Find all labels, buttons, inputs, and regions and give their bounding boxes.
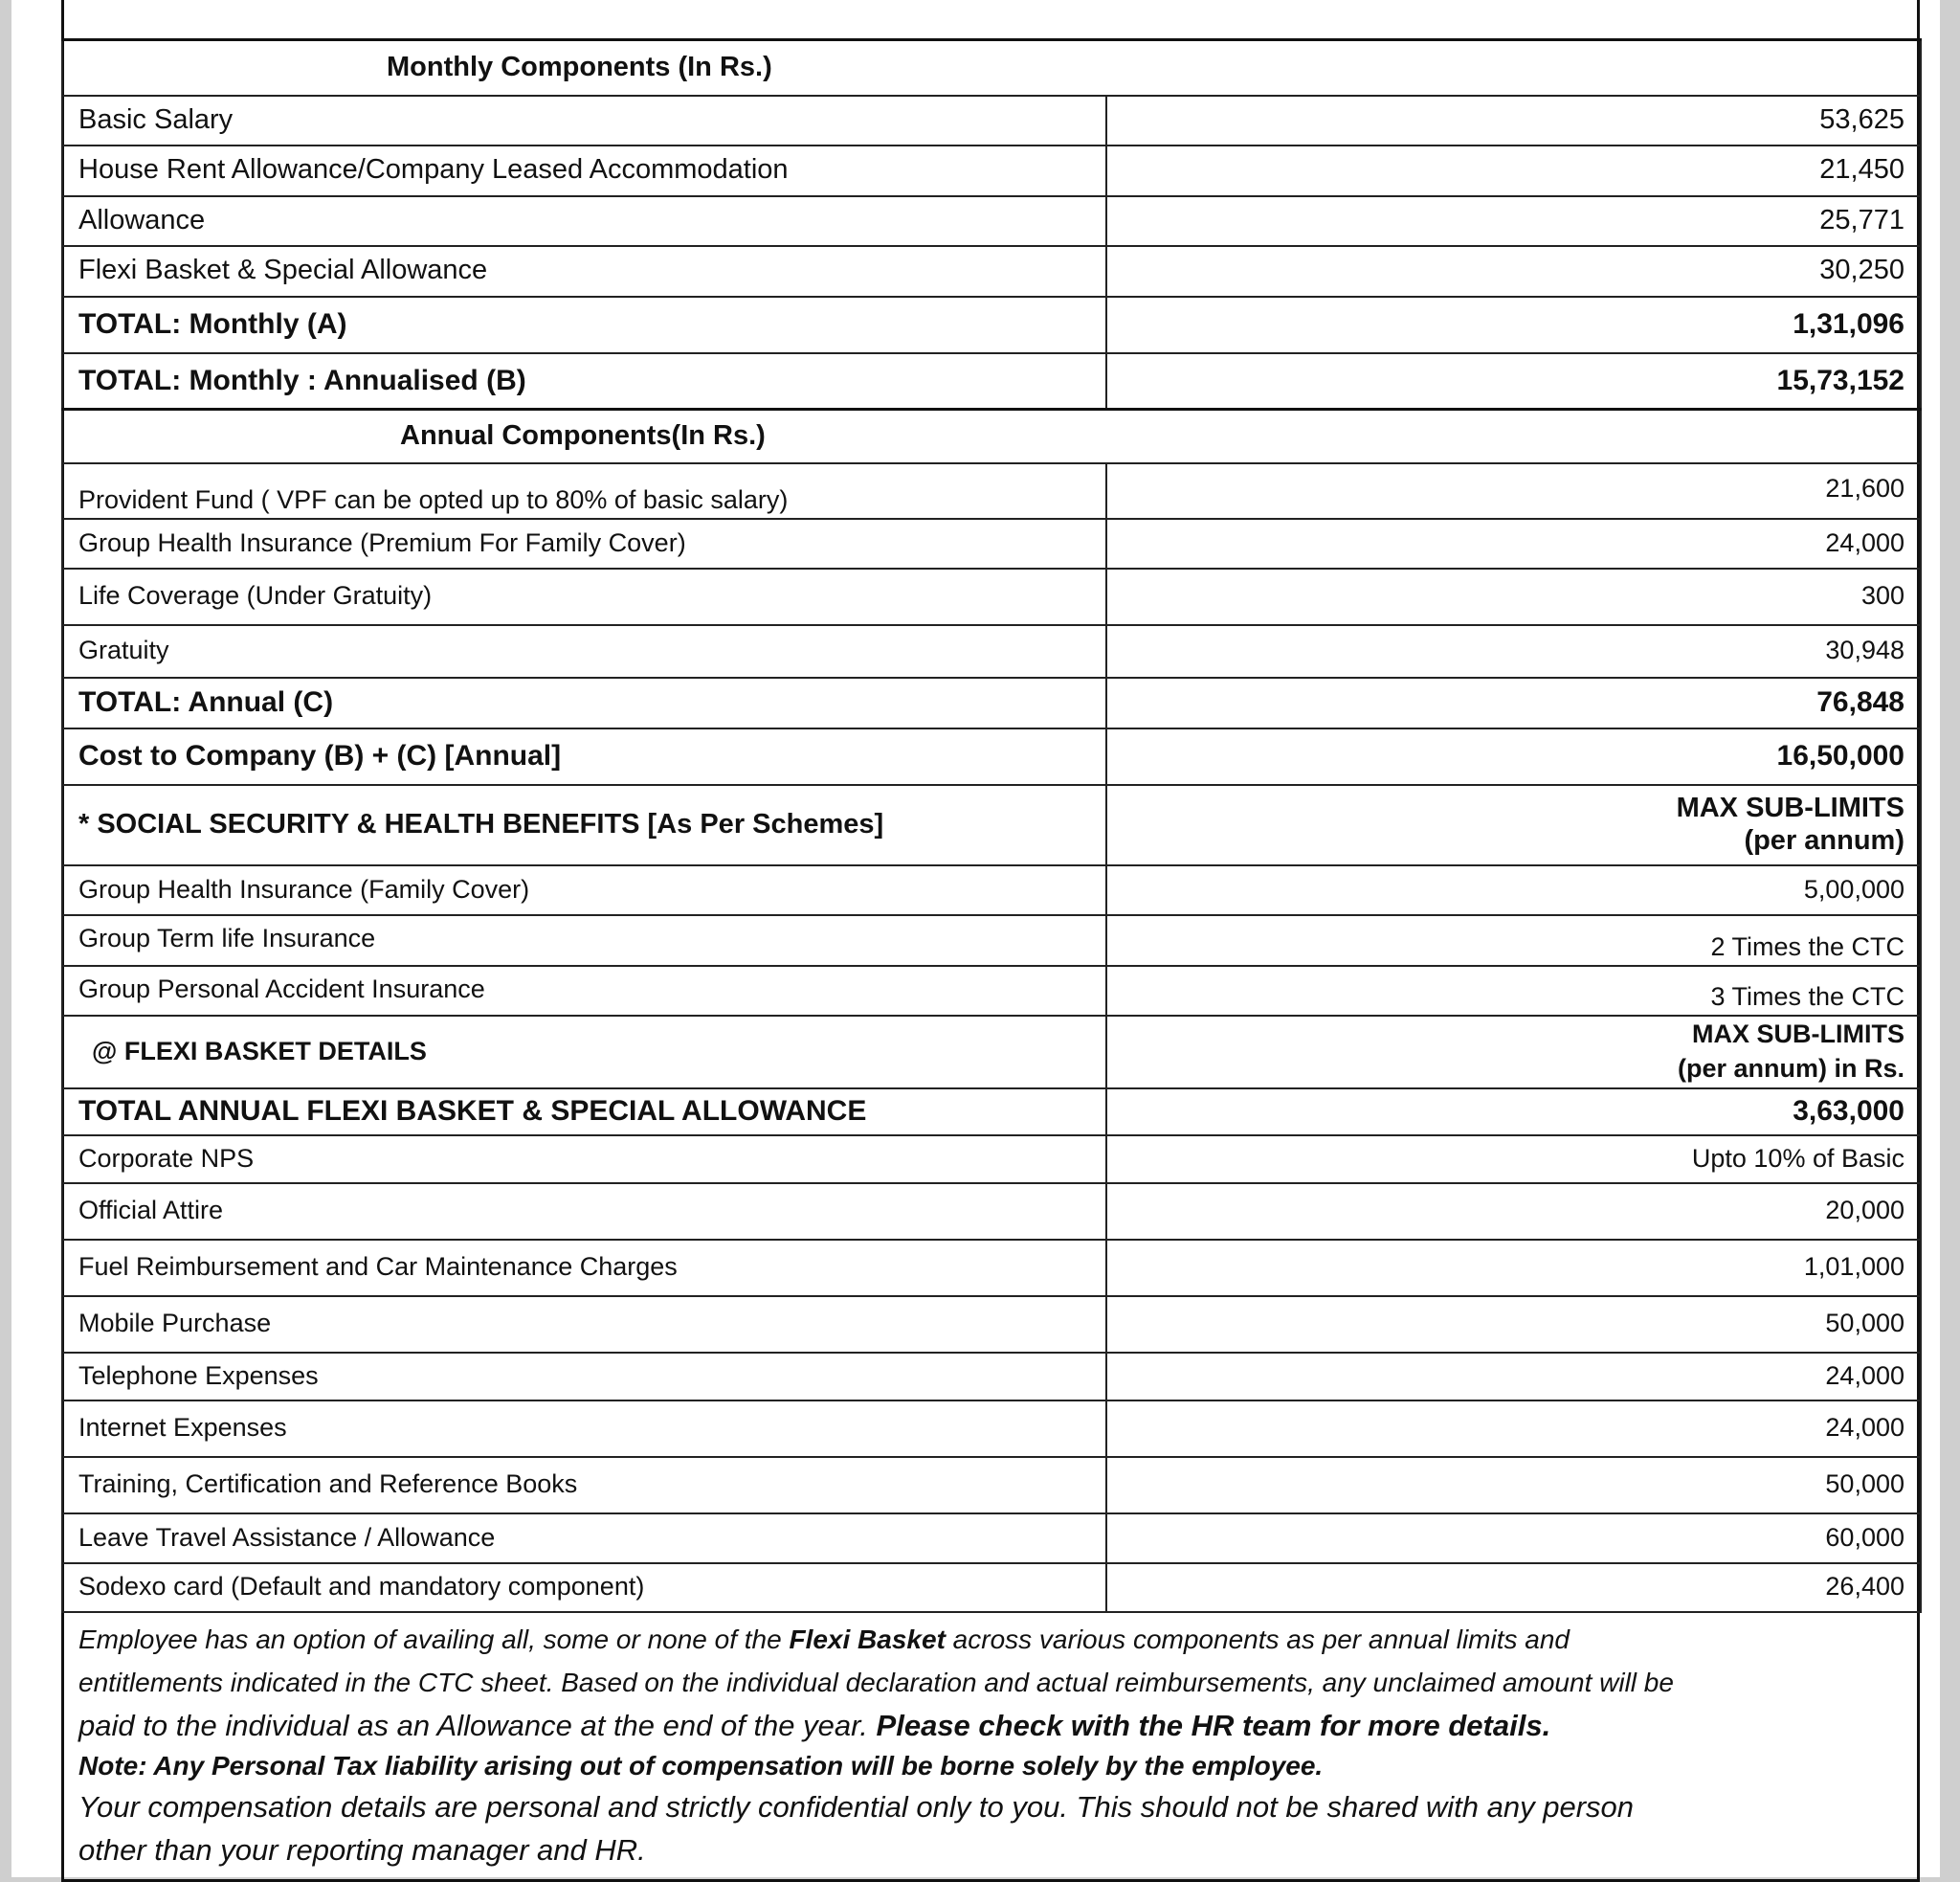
row-value: 30,250	[1106, 246, 1921, 297]
row-label: Cost to Company (B) + (C) [Annual]	[62, 728, 1106, 785]
row-label: Training, Certification and Reference Books	[62, 1457, 1106, 1513]
note-emphasis: Please check with the HR team for more details.	[876, 1709, 1551, 1742]
table-row	[62, 1513, 1921, 1563]
row-label: TOTAL: Annual (C)	[62, 678, 1106, 728]
note-tax: Note: Any Personal Tax liability arising out of compensation will be borne solely by the employee.	[78, 1751, 1324, 1781]
row-label: Allowance	[62, 196, 1106, 246]
row-label: Internet Expenses	[62, 1400, 1106, 1457]
table-row	[62, 1400, 1921, 1457]
monthly-header-row	[62, 40, 1921, 96]
row-value: 24,000	[1106, 519, 1921, 569]
row-value: 1,01,000	[1106, 1240, 1921, 1296]
footer-notes	[78, 1618, 1897, 1871]
table-row	[62, 146, 1921, 196]
row-value: Upto 10% of Basic	[1106, 1135, 1921, 1183]
row-value: 24,000	[1106, 1353, 1921, 1400]
row-value: 25,771	[1106, 196, 1921, 246]
ctc-row	[62, 728, 1921, 785]
table-row	[62, 625, 1921, 678]
social-header-row	[62, 785, 1921, 865]
row-label: Official Attire	[62, 1183, 1106, 1240]
table-row	[62, 1240, 1921, 1296]
row-value: 3,63,000	[1106, 1088, 1921, 1135]
total-monthly-row	[62, 297, 1921, 353]
row-label: Group Health Insurance (Premium For Family Cover)	[62, 519, 1106, 569]
row-value: 50,000	[1106, 1296, 1921, 1353]
limit-line-1: MAX SUB-LIMITS	[1692, 1019, 1904, 1049]
table-row	[62, 96, 1921, 146]
flexi-header-row	[62, 1016, 1921, 1088]
table-row	[62, 1563, 1921, 1612]
table-row	[62, 519, 1921, 569]
row-label: House Rent Allowance/Company Leased Accommodation	[62, 146, 1106, 196]
flexi-heading: @ FLEXI BASKET DETAILS	[62, 1016, 1106, 1088]
table-row	[62, 246, 1921, 297]
table-row	[62, 1296, 1921, 1353]
note-text: across various components as per annual limits and	[945, 1624, 1570, 1654]
row-value: 30,948	[1106, 625, 1921, 678]
note-flexi-line-2: entitlements indicated in the CTC sheet. Based on the individual declaration and actual reimbursements, any unclaimed amount will be	[78, 1668, 1674, 1697]
note-flexi-line-3	[78, 1704, 1897, 1747]
row-value: 53,625	[1106, 96, 1921, 146]
limit-line-2: (per annum) in Rs.	[1677, 1053, 1904, 1083]
row-value: 76,848	[1106, 678, 1921, 728]
row-label: Sodexo card (Default and mandatory component)	[62, 1563, 1106, 1612]
limit-line-2: (per annum)	[1744, 824, 1904, 856]
table-row	[62, 569, 1921, 625]
row-value: 60,000	[1106, 1513, 1921, 1563]
row-label: Gratuity	[62, 625, 1106, 678]
note-flexi-line-1	[78, 1618, 1897, 1661]
row-label: TOTAL: Monthly : Annualised (B)	[62, 353, 1106, 410]
limit-line-1: MAX SUB-LIMITS	[1676, 793, 1904, 824]
row-label: Group Term life Insurance	[62, 915, 1106, 966]
table-row	[62, 463, 1921, 519]
table-row	[62, 1353, 1921, 1400]
row-value: 1,31,096	[1106, 297, 1921, 353]
row-value: 3 Times the CTC	[1106, 966, 1921, 1016]
social-heading: * SOCIAL SECURITY & HEALTH BENEFITS [As Per Schemes]	[62, 785, 1106, 865]
row-value: 2 Times the CTC	[1106, 915, 1921, 966]
ctc-table	[61, 38, 1922, 1613]
row-label: Corporate NPS	[62, 1135, 1106, 1183]
row-value: 21,600	[1106, 463, 1921, 519]
row-value: 20,000	[1106, 1183, 1921, 1240]
row-value: 300	[1106, 569, 1921, 625]
row-value: 16,50,000	[1106, 728, 1921, 785]
row-value: 26,400	[1106, 1563, 1921, 1612]
annual-header-row	[62, 410, 1921, 463]
row-label: TOTAL: Monthly (A)	[62, 297, 1106, 353]
flexi-limit-header	[1106, 1016, 1921, 1088]
table-row	[62, 915, 1921, 966]
table-row	[62, 865, 1921, 915]
row-label: Leave Travel Assistance / Allowance	[62, 1513, 1106, 1563]
document-page	[11, 0, 1940, 1877]
table-row	[62, 1183, 1921, 1240]
total-annual-row	[62, 678, 1921, 728]
note-emphasis: Flexi Basket	[789, 1624, 946, 1654]
row-label: Fuel Reimbursement and Car Maintenance Charges	[62, 1240, 1106, 1296]
row-label: TOTAL ANNUAL FLEXI BASKET & SPECIAL ALLOWANCE	[62, 1088, 1106, 1135]
row-label: Mobile Purchase	[62, 1296, 1106, 1353]
monthly-heading: Monthly Components (In Rs.)	[62, 40, 1921, 96]
note-confidential-line-2: other than your reporting manager and HR.	[78, 1833, 646, 1867]
row-value: 15,73,152	[1106, 353, 1921, 410]
row-label: Flexi Basket & Special Allowance	[62, 246, 1106, 297]
flexi-total-row	[62, 1088, 1921, 1135]
note-confidential-line-1: Your compensation details are personal and strictly confidential only to you. This should not be shared with any person	[78, 1790, 1635, 1824]
total-annualised-row	[62, 353, 1921, 410]
note-text: paid to the individual as an Allowance at the end of the year.	[78, 1709, 877, 1742]
row-label: Provident Fund ( VPF can be opted up to 80% of basic salary)	[62, 463, 1106, 519]
table-row	[62, 1135, 1921, 1183]
table-row	[62, 196, 1921, 246]
table-row	[62, 1457, 1921, 1513]
row-value: 24,000	[1106, 1400, 1921, 1457]
row-label: Telephone Expenses	[62, 1353, 1106, 1400]
note-text: Employee has an option of availing all, some or none of the	[78, 1624, 790, 1654]
row-label: Group Health Insurance (Family Cover)	[62, 865, 1106, 915]
row-label: Life Coverage (Under Gratuity)	[62, 569, 1106, 625]
row-value: 50,000	[1106, 1457, 1921, 1513]
row-label: Group Personal Accident Insurance	[62, 966, 1106, 1016]
annual-heading: Annual Components(In Rs.)	[62, 410, 1921, 463]
social-limit-header	[1106, 785, 1921, 865]
row-value: 21,450	[1106, 146, 1921, 196]
row-value: 5,00,000	[1106, 865, 1921, 915]
table-row	[62, 966, 1921, 1016]
row-label: Basic Salary	[62, 96, 1106, 146]
